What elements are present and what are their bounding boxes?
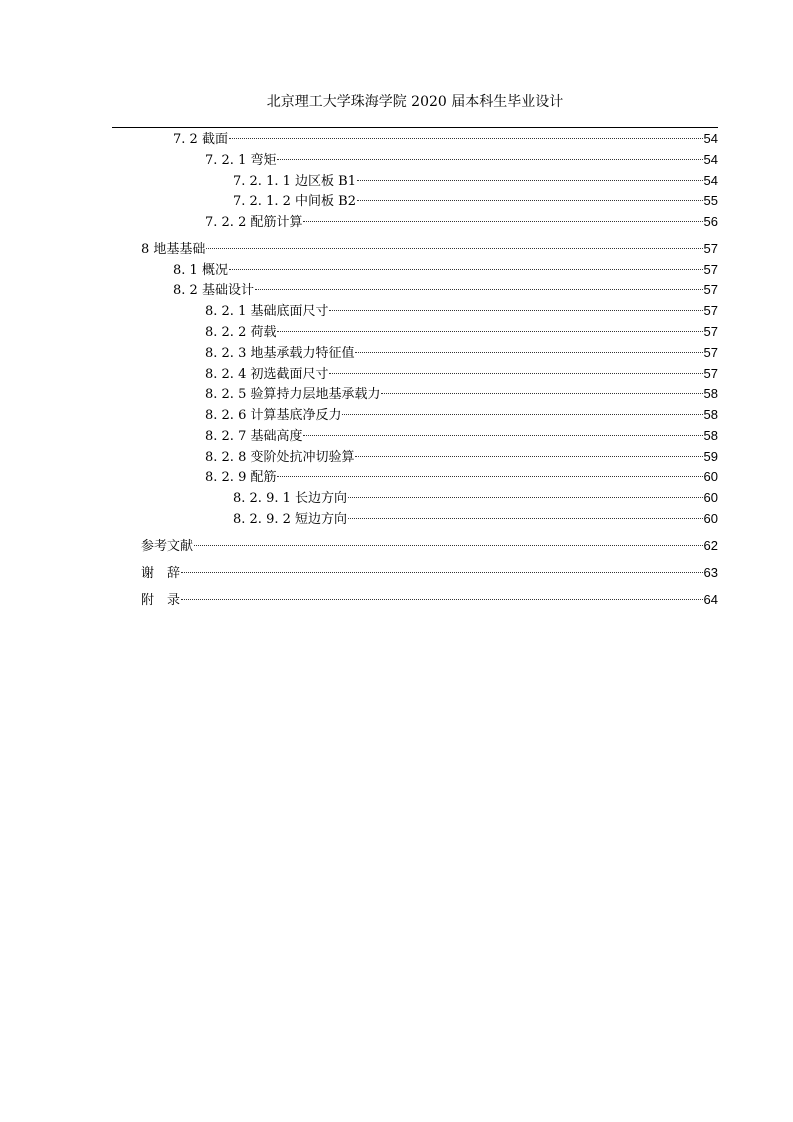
toc-entry[interactable] <box>141 590 718 610</box>
toc-entry-label: 8. 2. 9. 1 长边方向 <box>233 491 348 506</box>
toc-entry-page: 58 <box>703 386 718 401</box>
dot-leader <box>277 476 702 477</box>
toc-entry-page: 57 <box>703 262 718 277</box>
toc-entry-page: 55 <box>703 193 718 208</box>
dot-leader <box>229 138 703 139</box>
toc-entry[interactable] <box>205 467 718 487</box>
toc-entry-page: 54 <box>703 152 718 167</box>
dot-leader <box>277 159 702 160</box>
toc-entry-page: 58 <box>703 407 718 422</box>
toc-entry-label: 7. 2. 1. 1 边区板 B1 <box>233 174 356 189</box>
toc-entry[interactable] <box>141 239 718 259</box>
toc-entry-label: 8. 2 基础设计 <box>173 283 254 298</box>
toc-entry-label: 7. 2. 1. 2 中间板 B2 <box>233 194 356 209</box>
toc-entry-page: 63 <box>703 565 718 580</box>
toc-entry[interactable] <box>205 405 718 425</box>
toc-entry-label: 8. 2. 3 地基承载力特征值 <box>205 346 355 361</box>
toc-entry-label: 8. 2. 8 变阶处抗冲切验算 <box>205 450 355 465</box>
toc-entry-page: 60 <box>703 469 718 484</box>
toc-entry-label: 8. 2. 9 配筋 <box>205 470 277 485</box>
toc-entry-page: 58 <box>703 428 718 443</box>
toc-entry[interactable] <box>205 301 718 321</box>
toc-entry-label: 8. 2. 9. 2 短边方向 <box>233 512 348 527</box>
toc-entry-label: 8. 2. 7 基础高度 <box>205 429 303 444</box>
toc-entry-page: 57 <box>703 324 718 339</box>
toc-entry-page: 54 <box>703 131 718 146</box>
toc-entry[interactable] <box>205 447 718 467</box>
toc-entry[interactable] <box>205 343 718 363</box>
dot-leader <box>381 393 702 394</box>
toc-entry[interactable] <box>173 260 718 280</box>
toc-entry[interactable] <box>233 509 718 529</box>
toc-entry-page: 62 <box>703 538 718 553</box>
dot-leader <box>357 200 703 201</box>
toc-entry-label: 8. 2. 5 验算持力层地基承载力 <box>205 387 381 402</box>
dot-leader <box>229 269 703 270</box>
toc-entry-page: 60 <box>703 511 718 526</box>
toc-entry-page: 64 <box>703 592 718 607</box>
dot-leader <box>206 248 702 249</box>
toc-entry[interactable] <box>205 384 718 404</box>
toc-entry[interactable] <box>205 150 718 170</box>
toc-entry-label: 7. 2 截面 <box>173 132 228 147</box>
toc-entry-page: 54 <box>703 173 718 188</box>
dot-leader <box>277 331 702 332</box>
toc-entry-page: 57 <box>703 282 718 297</box>
toc-entry-label: 谢 辞 <box>141 566 181 581</box>
toc-entry-page: 57 <box>703 303 718 318</box>
toc-entry-label: 8. 2. 4 初选截面尺寸 <box>205 367 329 382</box>
toc-entry-label: 8 地基基础 <box>141 242 206 257</box>
toc-entry-page: 57 <box>703 241 718 256</box>
dot-leader <box>303 435 702 436</box>
toc-entry-page: 57 <box>703 345 718 360</box>
dot-leader <box>329 373 702 374</box>
dot-leader <box>194 545 703 546</box>
running-header: 北京理工大学珠海学院 2020 届本科生毕业设计 <box>266 94 564 110</box>
toc-entry-page: 57 <box>703 366 718 381</box>
dot-leader <box>303 221 702 222</box>
dot-leader <box>348 497 703 498</box>
toc-entry[interactable] <box>233 191 718 211</box>
dot-leader <box>255 289 703 290</box>
dot-leader <box>357 180 703 181</box>
toc-entry-label: 8. 1 概况 <box>173 263 228 278</box>
toc-entry-label: 7. 2. 2 配筋计算 <box>205 215 303 230</box>
toc-entry[interactable] <box>141 563 718 583</box>
toc-entry[interactable] <box>173 280 718 300</box>
toc-entry[interactable] <box>205 426 718 446</box>
toc-entry-label: 参考文献 <box>141 539 194 554</box>
toc-entry-page: 60 <box>703 490 718 505</box>
toc-entry-label: 8. 2. 6 计算基底净反力 <box>205 408 342 423</box>
toc-entry[interactable] <box>233 488 718 508</box>
toc-entry-page: 56 <box>703 214 718 229</box>
toc-entry[interactable] <box>141 536 718 556</box>
toc-entry[interactable] <box>205 212 718 232</box>
dot-leader <box>342 414 702 415</box>
dot-leader <box>355 352 702 353</box>
toc-entry[interactable] <box>205 322 718 342</box>
dot-leader <box>348 518 703 519</box>
toc-entry[interactable] <box>173 129 718 149</box>
dot-leader <box>329 310 702 311</box>
toc-entry[interactable] <box>205 364 718 384</box>
toc-entry[interactable] <box>233 171 718 191</box>
toc-entry-label: 7. 2. 1 弯矩 <box>205 153 277 168</box>
dot-leader <box>181 572 703 573</box>
toc-entry-page: 59 <box>703 449 718 464</box>
toc-entry-label: 8. 2. 1 基础底面尺寸 <box>205 304 329 319</box>
dot-leader <box>181 599 703 600</box>
toc-entry-label: 8. 2. 2 荷载 <box>205 325 277 340</box>
dot-leader <box>355 456 702 457</box>
toc-entry-label: 附 录 <box>141 593 181 608</box>
